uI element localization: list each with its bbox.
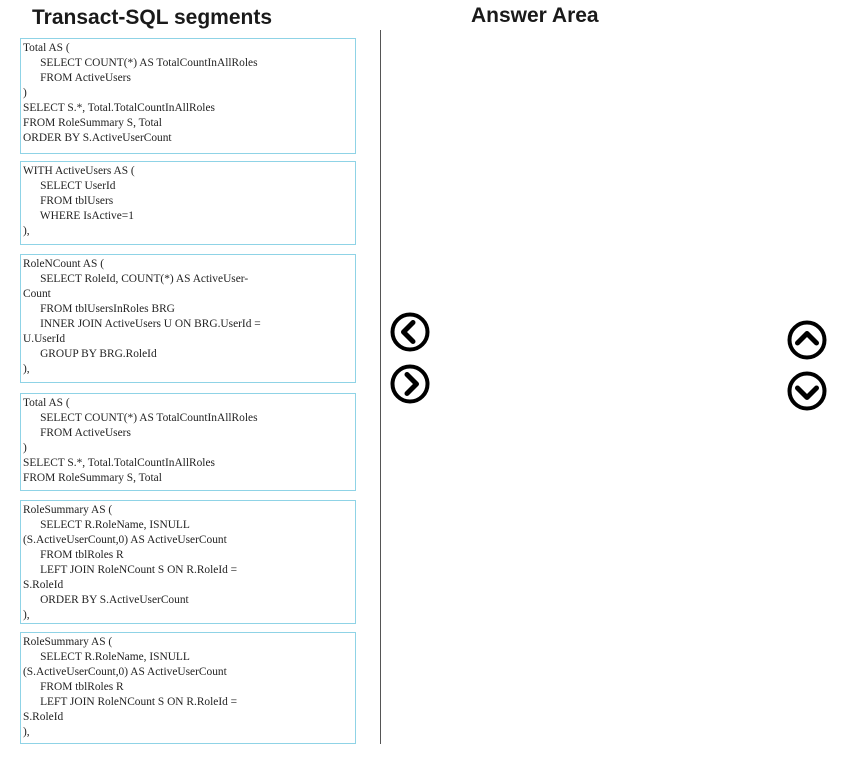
sql-segment-code: RoleSummary AS ( SELECT R.RoleName, ISNULL (S.ActiveUserCount,0) AS ActiveUserCount FROM tblRoles R LEFT JOIN RoleNCount S ON R.RoleId = S.RoleId ), bbox=[23, 636, 238, 738]
move-left-button[interactable] bbox=[390, 312, 430, 352]
answer-area-heading: Answer Area bbox=[471, 4, 599, 27]
chevron-up-circle-icon bbox=[787, 320, 827, 360]
chevron-down-circle-icon bbox=[787, 371, 827, 411]
sql-segment-code: Total AS ( SELECT COUNT(*) AS TotalCountInAllRoles FROM ActiveUsers ) SELECT S.*, Total.TotalCountInAllRoles FROM RoleSummary S, Total ORDER BY S.ActiveUserCount bbox=[23, 42, 258, 144]
sql-segment-role-n-count[interactable] bbox=[20, 254, 356, 383]
move-right-button[interactable] bbox=[390, 364, 430, 404]
move-down-button[interactable] bbox=[787, 371, 827, 411]
sql-segment-role-summary[interactable] bbox=[20, 632, 356, 744]
move-up-button[interactable] bbox=[787, 320, 827, 360]
sql-segment-total[interactable] bbox=[20, 393, 356, 491]
sql-segment-active-users[interactable] bbox=[20, 161, 356, 245]
chevron-right-circle-icon bbox=[390, 364, 430, 404]
sql-segment-code: Total AS ( SELECT COUNT(*) AS TotalCountInAllRoles FROM ActiveUsers ) SELECT S.*, Total.TotalCountInAllRoles FROM RoleSummary S, Total bbox=[23, 397, 258, 484]
sql-segment-code: WITH ActiveUsers AS ( SELECT UserId FROM tblUsers WHERE IsActive=1 ), bbox=[23, 165, 135, 237]
sql-segment-code: RoleNCount AS ( SELECT RoleId, COUNT(*) AS ActiveUser- Count FROM tblUsersInRoles BRG INNER JOIN ActiveUsers U ON BRG.UserId = U.UserId GROUP BY BRG.RoleId ), bbox=[23, 258, 261, 375]
sql-segment-total-with-order[interactable] bbox=[20, 38, 356, 154]
sql-segment-code: RoleSummary AS ( SELECT R.RoleName, ISNULL (S.ActiveUserCount,0) AS ActiveUserCount FROM tblRoles R LEFT JOIN RoleNCount S ON R.RoleId = S.RoleId ORDER BY S.ActiveUserCount ), bbox=[23, 504, 238, 621]
segments-heading: Transact-SQL segments bbox=[32, 6, 273, 29]
panel-divider bbox=[380, 30, 381, 744]
chevron-left-circle-icon bbox=[390, 312, 430, 352]
sql-segment-role-summary-with-order[interactable] bbox=[20, 500, 356, 624]
